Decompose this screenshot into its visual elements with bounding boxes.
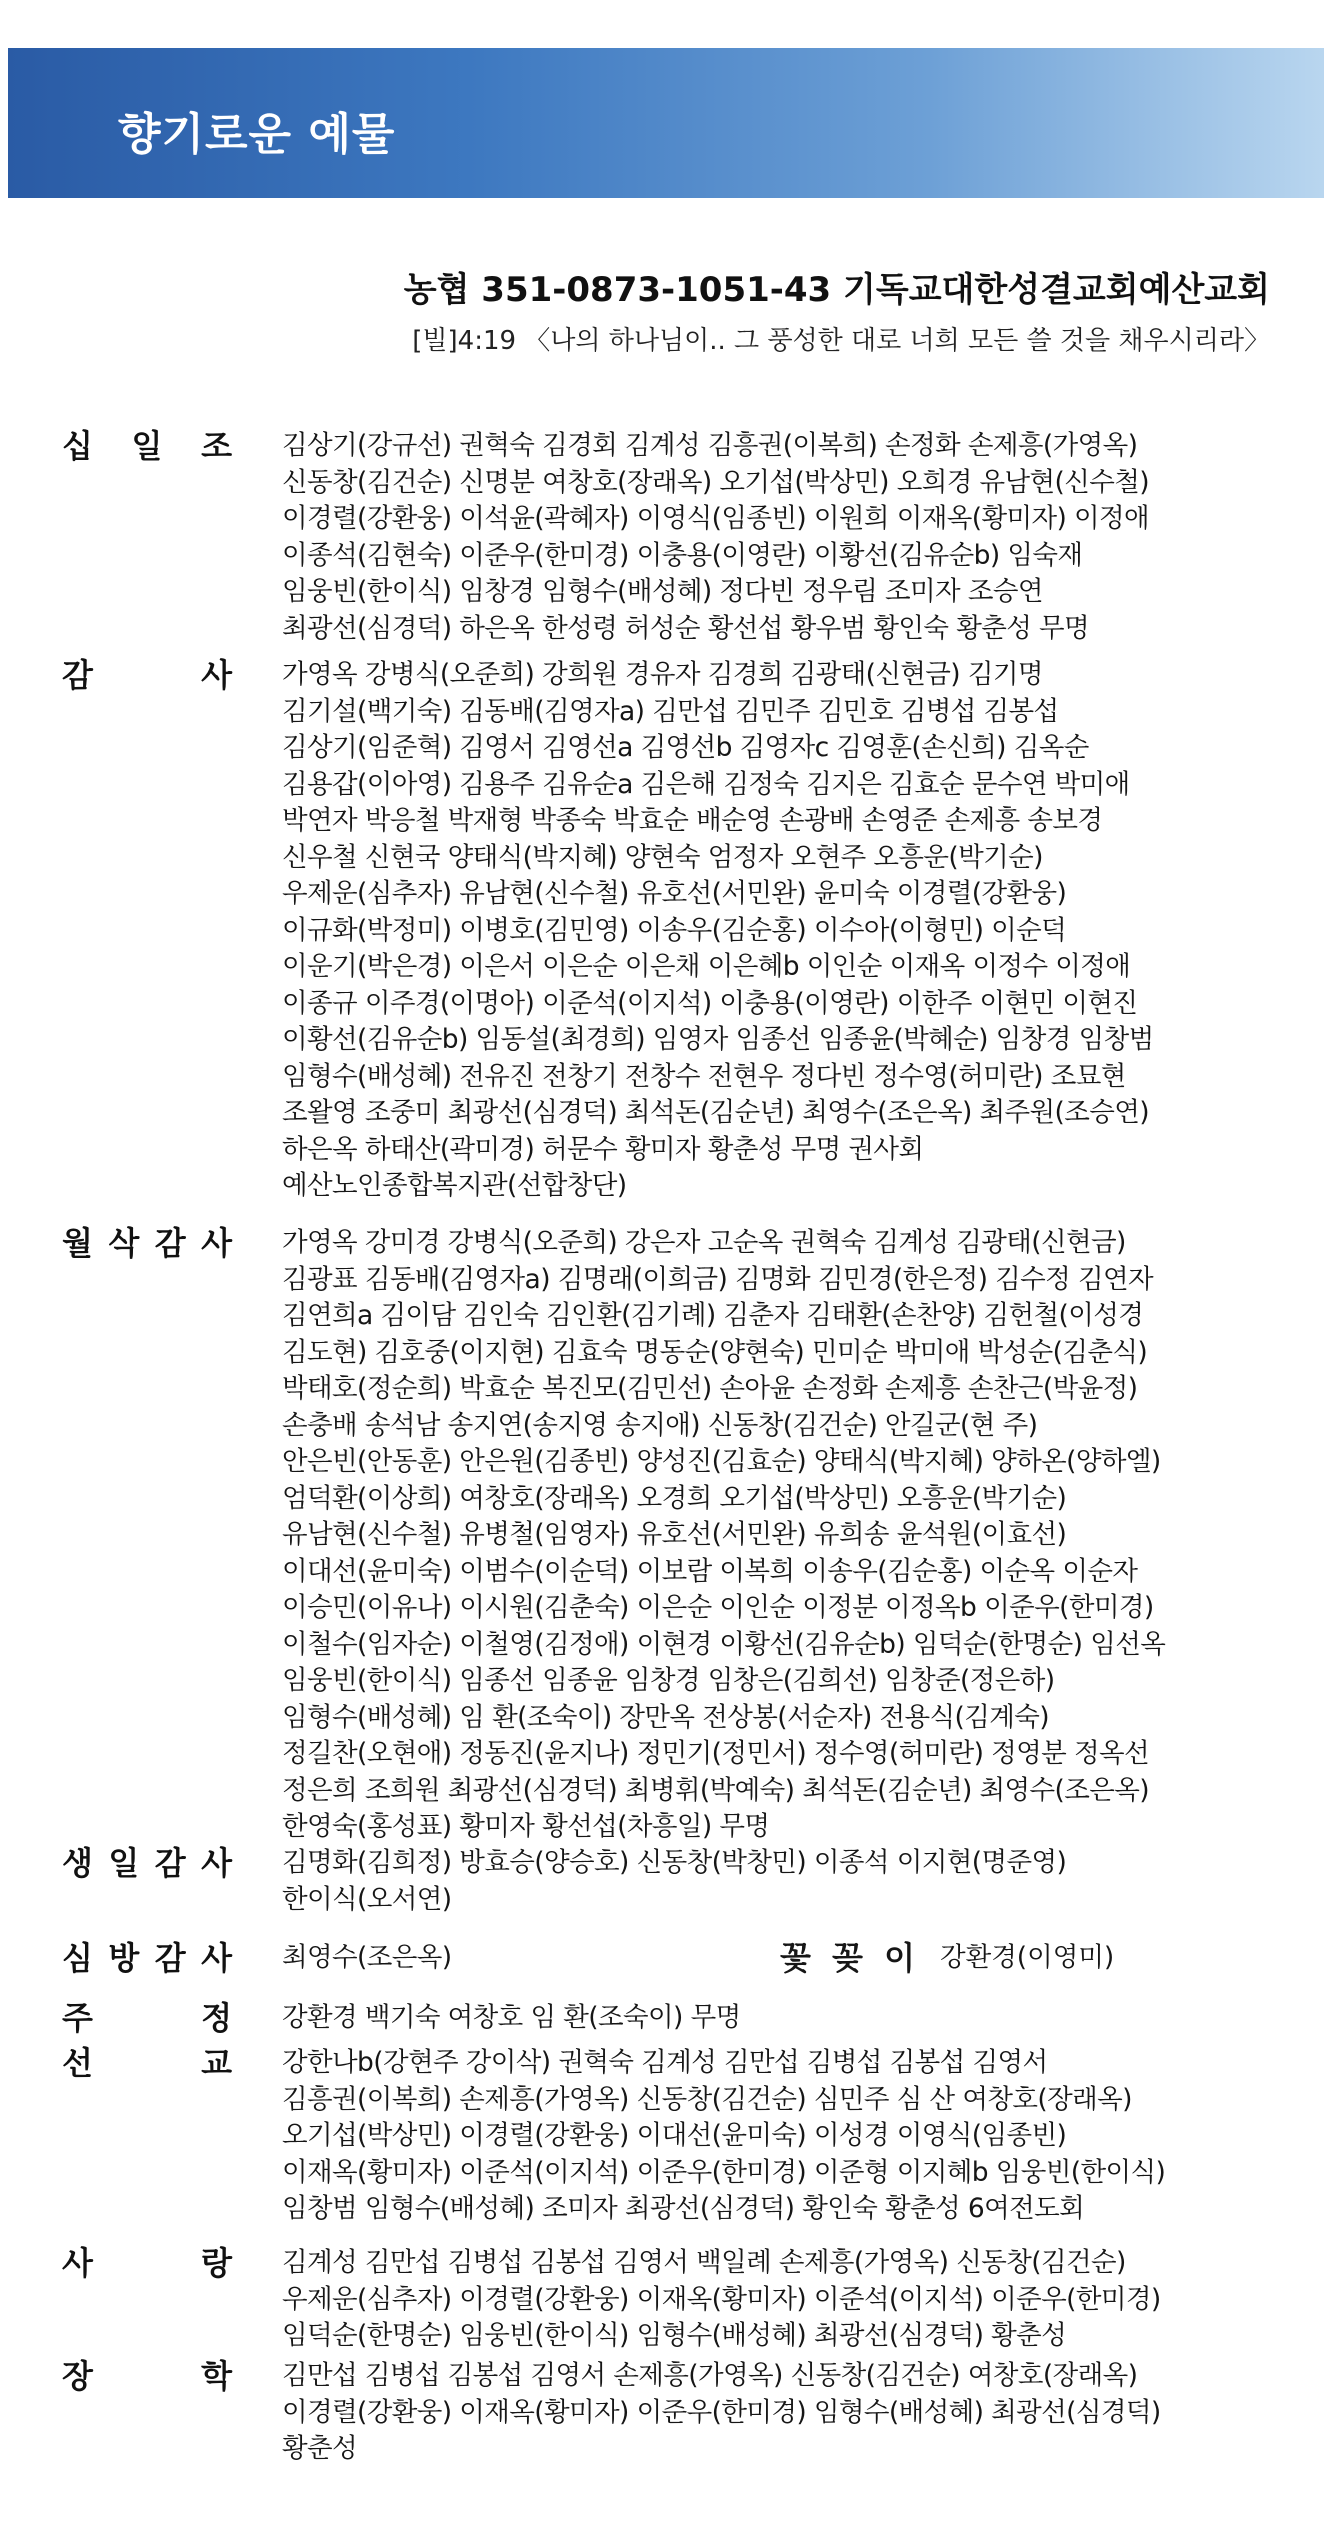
donor-line: 하은옥 하태산(곽미경) 허문수 황미자 황춘성 무명 권사회 bbox=[282, 1133, 924, 1165]
donor-names bbox=[282, 2358, 1292, 2468]
donor-names bbox=[282, 2045, 1292, 2228]
donor-line: 이운기(박은경) 이은서 이은순 이은채 이은혜b 이인순 이재옥 이정수 이정애 bbox=[282, 951, 1131, 982]
donor-line: 안은빈(안동훈) 안은원(김종빈) 양성진(김효순) 양태식(박지혜) 양하온(양하엘) bbox=[282, 1446, 1161, 1477]
donor-line: 이종석(김현숙) 이준우(한미경) 이충용(이영란) 이황선(김유순b) 임숙재 bbox=[282, 539, 1083, 571]
donor-line: 이황선(김유순b) 임동설(최경희) 임영자 임종선 임종윤(박혜순) 임창경 임창범 bbox=[282, 1024, 1154, 1055]
donor-line: 김광표 김동배(김영자a) 김명래(이희금) 김명화 김민경(한은정) 김수정 김연자 bbox=[282, 1263, 1153, 1295]
donor-line: 정은희 조희원 최광선(심경덕) 최병휘(박예숙) 최석돈(김순년) 최영수(조은옥) bbox=[282, 1774, 1149, 1806]
donor-names bbox=[282, 657, 1292, 1205]
donor-line: 최광선(심경덕) 하은옥 한성령 허성순 황선섭 황우범 황인숙 황춘성 무명 bbox=[282, 612, 1090, 644]
donor-line: 김기설(백기숙) 김동배(김영자a) 김만섭 김민주 김민호 김병섭 김봉섭 bbox=[282, 695, 1059, 727]
donor-line: 최영수(조은옥) bbox=[282, 1942, 452, 1973]
section-label: 사 랑 bbox=[62, 2244, 232, 2282]
section-label: 선 교 bbox=[62, 2044, 232, 2082]
donor-line: 우제운(심추자) 이경렬(강환웅) 이재옥(황미자) 이준석(이지석) 이준우(한미경) bbox=[282, 2283, 1161, 2315]
donor-line: 신우철 신현국 양태식(박지혜) 양현숙 엄정자 오현주 오흥운(박기순) bbox=[282, 841, 1043, 873]
header-banner bbox=[8, 48, 1324, 198]
donor-line: 이승민(이유나) 이시원(김춘숙) 이은순 이인순 이정분 이정옥b 이준우(한미경) bbox=[282, 1592, 1154, 1623]
donor-line: 엄덕환(이상희) 여창호(장래옥) 오경희 오기섭(박상민) 오흥운(박기순) bbox=[282, 1482, 1067, 1514]
donor-line: 이종규 이주경(이명아) 이준석(이지석) 이충용(이영란) 이한주 이현민 이현진 bbox=[282, 987, 1138, 1019]
section-label: 심 방 감 사 bbox=[62, 1939, 232, 1977]
donor-line: 이경렬(강환웅) 이재옥(황미자) 이준우(한미경) 임형수(배성혜) 최광선(심경덕) bbox=[282, 2396, 1161, 2428]
donor-line: 김연희a 김이담 김인숙 김인환(김기례) 김춘자 김태환(손찬양) 김헌철(이성경 bbox=[282, 1300, 1144, 1331]
donor-line: 김상기(임준혁) 김영서 김영선a 김영선b 김영자c 김영훈(손신희) 김옥순 bbox=[282, 732, 1089, 763]
donor-line: 이대선(윤미숙) 이범수(이순덕) 이보람 이복희 이송우(김순홍) 이순옥 이순자 bbox=[282, 1555, 1138, 1587]
donor-line: 강환경(이영미) bbox=[940, 1942, 1115, 1973]
donor-names bbox=[282, 2245, 1292, 2355]
donor-line: 예산노인종합복지관(선합창단) bbox=[282, 1170, 627, 1201]
donor-line: 김흥권(이복희) 손제흥(가영옥) 신동창(김건순) 심민주 심 산 여창호(장래옥) bbox=[282, 2083, 1132, 2115]
donor-line: 오기섭(박상민) 이경렬(강환웅) 이대선(윤미숙) 이성경 이영식(임종빈) bbox=[282, 2120, 1067, 2151]
donor-line: 김명화(김희정) 방효승(양승호) 신동창(박창민) 이종석 이지현(명준영) bbox=[282, 1847, 1067, 1878]
donor-line: 임웅빈(한이식) 임종선 임종윤 임창경 임창은(김희선) 임창준(정은하) bbox=[282, 1665, 1055, 1696]
section-label: 십 일 조 bbox=[62, 427, 232, 465]
donor-line: 김만섭 김병섭 김봉섭 김영서 손제흥(가영옥) 신동창(김건순) 여창호(장래옥) bbox=[282, 2360, 1138, 2391]
donor-line: 이경렬(강환웅) 이석윤(곽혜자) 이영식(임종빈) 이원희 이재옥(황미자) 이정애 bbox=[282, 503, 1149, 534]
donor-line: 이규화(박정미) 이병호(김민영) 이송우(김순홍) 이수아(이형민) 이순덕 bbox=[282, 914, 1067, 946]
donor-line: 임덕순(한명순) 임웅빈(한이식) 임형수(배성혜) 최광선(심경덕) 황춘성 bbox=[282, 2320, 1067, 2351]
donor-line: 가영옥 강미경 강병식(오준희) 강은자 고순옥 권혁숙 김계성 김광태(신현금) bbox=[282, 1227, 1126, 1258]
donor-line: 임웅빈(한이식) 임창경 임형수(배성혜) 정다빈 정우림 조미자 조승연 bbox=[282, 576, 1043, 607]
donor-line: 강한나b(강현주 강이삭) 권혁숙 김계성 김만섭 김병섭 김봉섭 김영서 bbox=[282, 2047, 1048, 2078]
donor-line: 정길찬(오현애) 정동진(윤지나) 정민기(정민서) 정수영(허미란) 정영분 정옥선 bbox=[282, 1738, 1149, 1769]
donor-line: 조왈영 조중미 최광선(심경덕) 최석돈(김순년) 최영수(조은옥) 최주원(조승연) bbox=[282, 1097, 1149, 1128]
donor-line: 임형수(배성혜) 전유진 전창기 전창수 전현우 정다빈 정수영(허미란) 조묘현 bbox=[282, 1060, 1126, 1092]
donor-line: 김계성 김만섭 김병섭 김봉섭 김영서 백일례 손제흥(가영옥) 신동창(김건순) bbox=[282, 2247, 1126, 2278]
bank-account: 농협 351-0873-1051-43 기독교대한성결교회예산교회 bbox=[403, 270, 1270, 310]
donor-line: 황춘성 bbox=[282, 2433, 357, 2464]
section-label: 주 정 bbox=[62, 1999, 232, 2037]
page-title: 향기로운 예물 bbox=[118, 109, 396, 160]
donor-line: 손충배 송석남 송지연(송지영 송지애) 신동창(김건순) 안길군(현 주) bbox=[282, 1409, 1038, 1441]
section-label: 감 사 bbox=[62, 656, 232, 694]
donor-line: 이철수(임자순) 이철영(김정애) 이현경 이황선(김유순b) 임덕순(한명순) 임선옥 bbox=[282, 1628, 1166, 1660]
donor-line: 한영숙(홍성표) 황미자 황선섭(차흥일) 무명 bbox=[282, 1811, 770, 1842]
donor-line: 우제운(심추자) 유남현(신수철) 유호선(서민완) 윤미숙 이경렬(강환웅) bbox=[282, 878, 1067, 909]
donor-line: 임형수(배성혜) 임 환(조숙이) 장만옥 전상봉(서순자) 전용식(김계숙) bbox=[282, 1701, 1050, 1733]
donor-line: 김용갑(이아영) 김용주 김유순a 김은해 김정숙 김지은 김효순 문수연 박미애 bbox=[282, 768, 1130, 800]
donor-line: 박연자 박응철 박재형 박종숙 박효순 배순영 손광배 손영준 손제흥 송보경 bbox=[282, 805, 1103, 836]
donor-line: 이재옥(황미자) 이준석(이지석) 이준우(한미경) 이준형 이지혜b 임웅빈(한이식) bbox=[282, 2156, 1166, 2188]
donor-line: 강환경 백기숙 여창호 임 환(조숙이) 무명 bbox=[282, 2002, 741, 2033]
donor-names bbox=[282, 1225, 1292, 1846]
donor-line: 김도현) 김호중(이지현) 김효숙 명동순(양현숙) 민미순 박미애 박성순(김춘식) bbox=[282, 1336, 1148, 1368]
donor-names bbox=[282, 1845, 1292, 1918]
donor-line: 박태호(정순희) 박효순 복진모(김민선) 손아윤 손정화 손제흥 손찬근(박윤정) bbox=[282, 1373, 1138, 1404]
donor-line: 한이식(오서연) bbox=[282, 1883, 452, 1915]
section-label: 생 일 감 사 bbox=[62, 1844, 232, 1882]
section-label: 꽃 꽂 이 bbox=[780, 1939, 915, 1977]
donor-names bbox=[282, 428, 1292, 647]
bible-verse: [빌]4:19 〈나의 하나님이.. 그 풍성한 대로 너희 모든 쓸 것을 채우시리라〉 bbox=[412, 326, 1270, 356]
section-label: 월 삭 감 사 bbox=[62, 1224, 232, 1262]
donor-names bbox=[282, 2000, 1292, 2037]
donor-line: 가영옥 강병식(오준희) 강희원 경유자 김경희 김광태(신현금) 김기명 bbox=[282, 659, 1043, 690]
donor-line: 김상기(강규선) 권혁숙 김경회 김계성 김흥권(이복희) 손정화 손제흥(가영옥) bbox=[282, 430, 1138, 461]
donor-line: 유남현(신수철) 유병철(임영자) 유호선(서민완) 유희송 윤석원(이효선) bbox=[282, 1519, 1067, 1550]
section-label: 장 학 bbox=[62, 2357, 232, 2395]
donor-line: 임창범 임형수(배성혜) 조미자 최광선(심경덕) 황인숙 황춘성 6여전도회 bbox=[282, 2193, 1085, 2224]
donor-line: 신동창(김건순) 신명분 여창호(장래옥) 오기섭(박상민) 오희경 유남현(신수철) bbox=[282, 466, 1149, 498]
